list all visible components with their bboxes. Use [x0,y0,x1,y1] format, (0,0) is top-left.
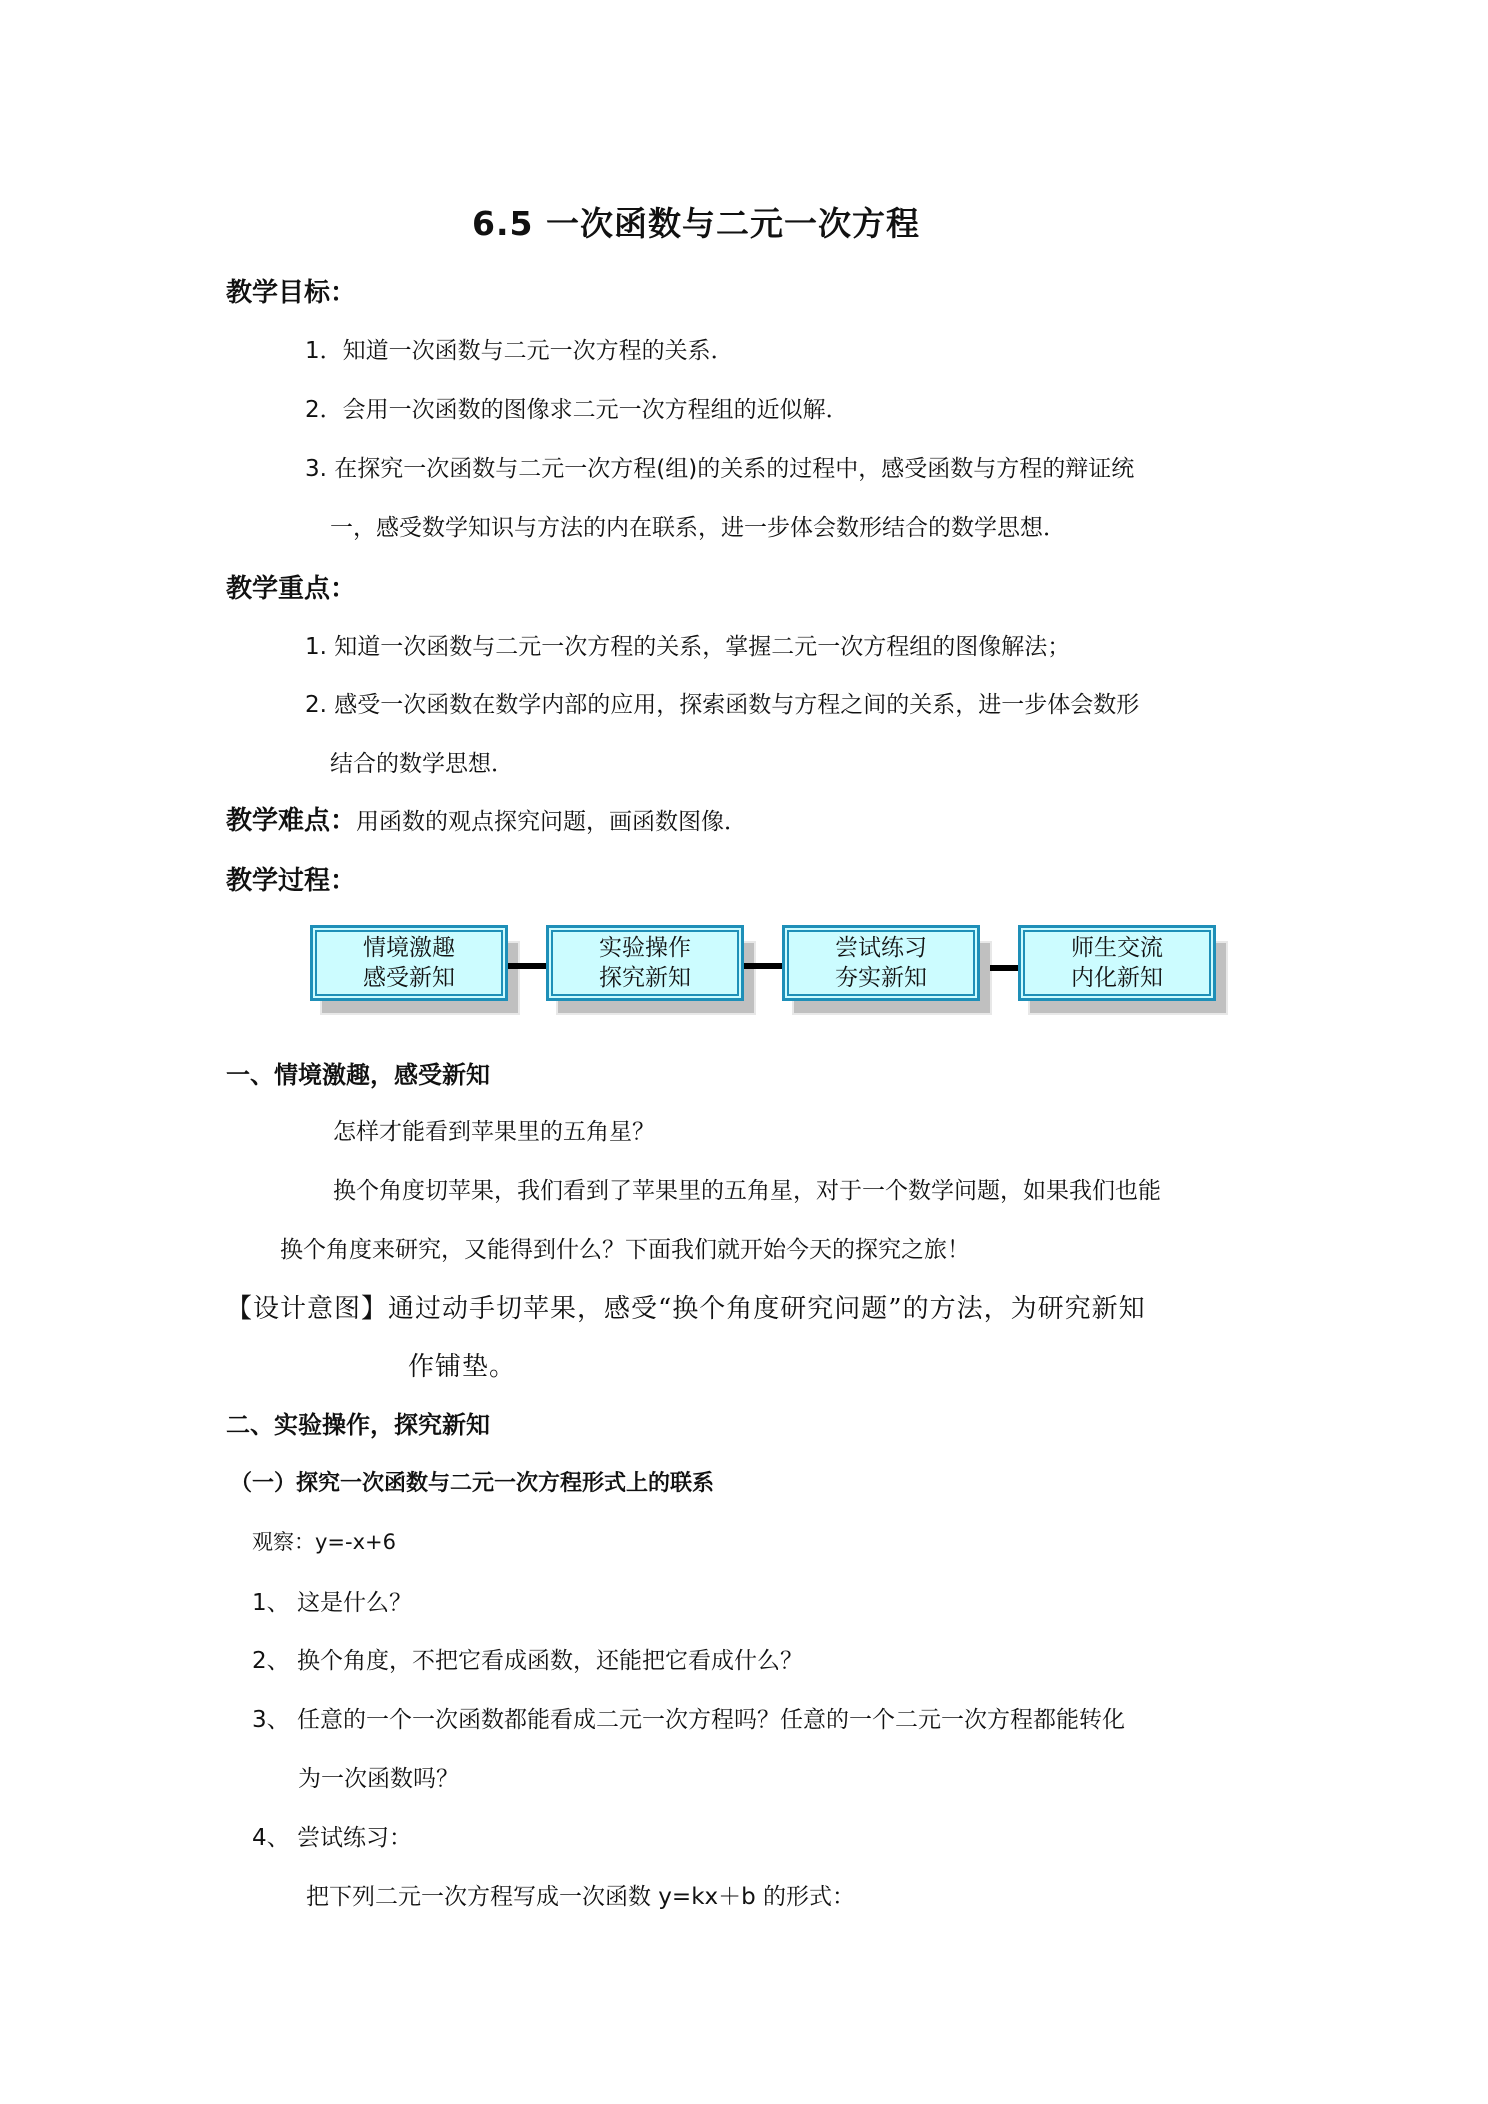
flow-step-1 [310,925,520,1015]
key-point-item-2-cont: 结合的数学思想． [330,751,514,777]
flow-connector [744,963,782,969]
key-points-heading: 教学重点： [226,574,357,604]
difficulty-row [226,800,747,837]
section1-para2: 换个角度切苹果，我们看到了苹果里的五角星，对于一个数学问题，如果我们也能 [333,1178,1161,1204]
section1-heading: 一、情境激趣，感受新知 [226,1061,490,1089]
question-4: 4、 尝试练习： [252,1825,412,1851]
key-point-item-2: 2. 感受一次函数在数学内部的应用，探索函数与方程之间的关系，进一步体会数形 [305,692,1140,718]
flow-step-4-line2: 内化新知 [1071,965,1163,991]
key-point-item-1: 1. 知道一次函数与二元一次方程的关系，掌握二元一次方程组的图像解法； [305,634,1071,660]
difficulty-text: 用函数的观点探究问题，画函数图像． [356,809,748,835]
section2-heading: 二、实验操作，探究新知 [226,1411,490,1439]
flow-step-3-line1: 尝试练习 [835,935,927,961]
section1-para2-cont: 换个角度来研究，又能得到什么？下面我们就开始今天的探究之旅！ [280,1237,970,1263]
objective-item-3: 3. 在探究一次函数与二元一次方程(组)的关系的过程中，感受函数与方程的辩证统 [305,456,1135,482]
observe-line: 观察：y=-x+6 [252,1530,396,1554]
question-3-cont: 为一次函数吗？ [298,1766,459,1792]
question-3: 3、 任意的一个一次函数都能看成二元一次方程吗？任意的一个二元一次方程都能转化 [252,1707,1125,1733]
flow-step-2 [546,925,756,1015]
flow-connector [508,963,546,969]
question-1: 1、 这是什么？ [252,1590,412,1616]
objectives-heading: 教学目标： [226,278,357,308]
objective-item-1: 1．知道一次函数与二元一次方程的关系． [305,338,734,364]
document-title: 6.5 一次函数与二元一次方程 [472,204,920,243]
design-intent: 【设计意图】通过动手切苹果，感受“换个角度研究问题”的方法，为研究新知 [226,1294,1146,1324]
flow-step-2-line2: 探究新知 [599,965,691,991]
flow-step-3-line2: 夯实新知 [835,965,927,991]
process-flow-diagram [310,925,1250,1025]
objective-item-2: 2．会用一次函数的图像求二元一次方程组的近似解． [305,397,849,423]
question-2: 2、 换个角度，不把它看成函数，还能把它看成什么？ [252,1648,803,1674]
flow-step-3 [782,925,992,1015]
process-heading: 教学过程： [226,866,357,896]
subsection1-heading: （一）探究一次函数与二元一次方程形式上的联系 [230,1471,715,1496]
practice-instruction: 把下列二元一次方程写成一次函数 y=kx＋b 的形式： [306,1884,856,1910]
design-intent-cont: 作铺垫。 [408,1352,517,1382]
flow-step-1-line2: 感受新知 [363,965,455,991]
flow-step-4 [1018,925,1228,1015]
section1-para1: 怎样才能看到苹果里的五角星？ [333,1119,655,1145]
objective-item-3-cont: 一，感受数学知识与方法的内在联系，进一步体会数形结合的数学思想． [330,515,1066,541]
flow-step-1-line1: 情境激趣 [363,935,455,961]
flow-step-2-line1: 实验操作 [599,935,691,961]
flow-connector [990,965,1018,971]
flow-step-4-line1: 师生交流 [1071,935,1163,961]
difficulty-heading: 教学难点： [226,806,357,836]
